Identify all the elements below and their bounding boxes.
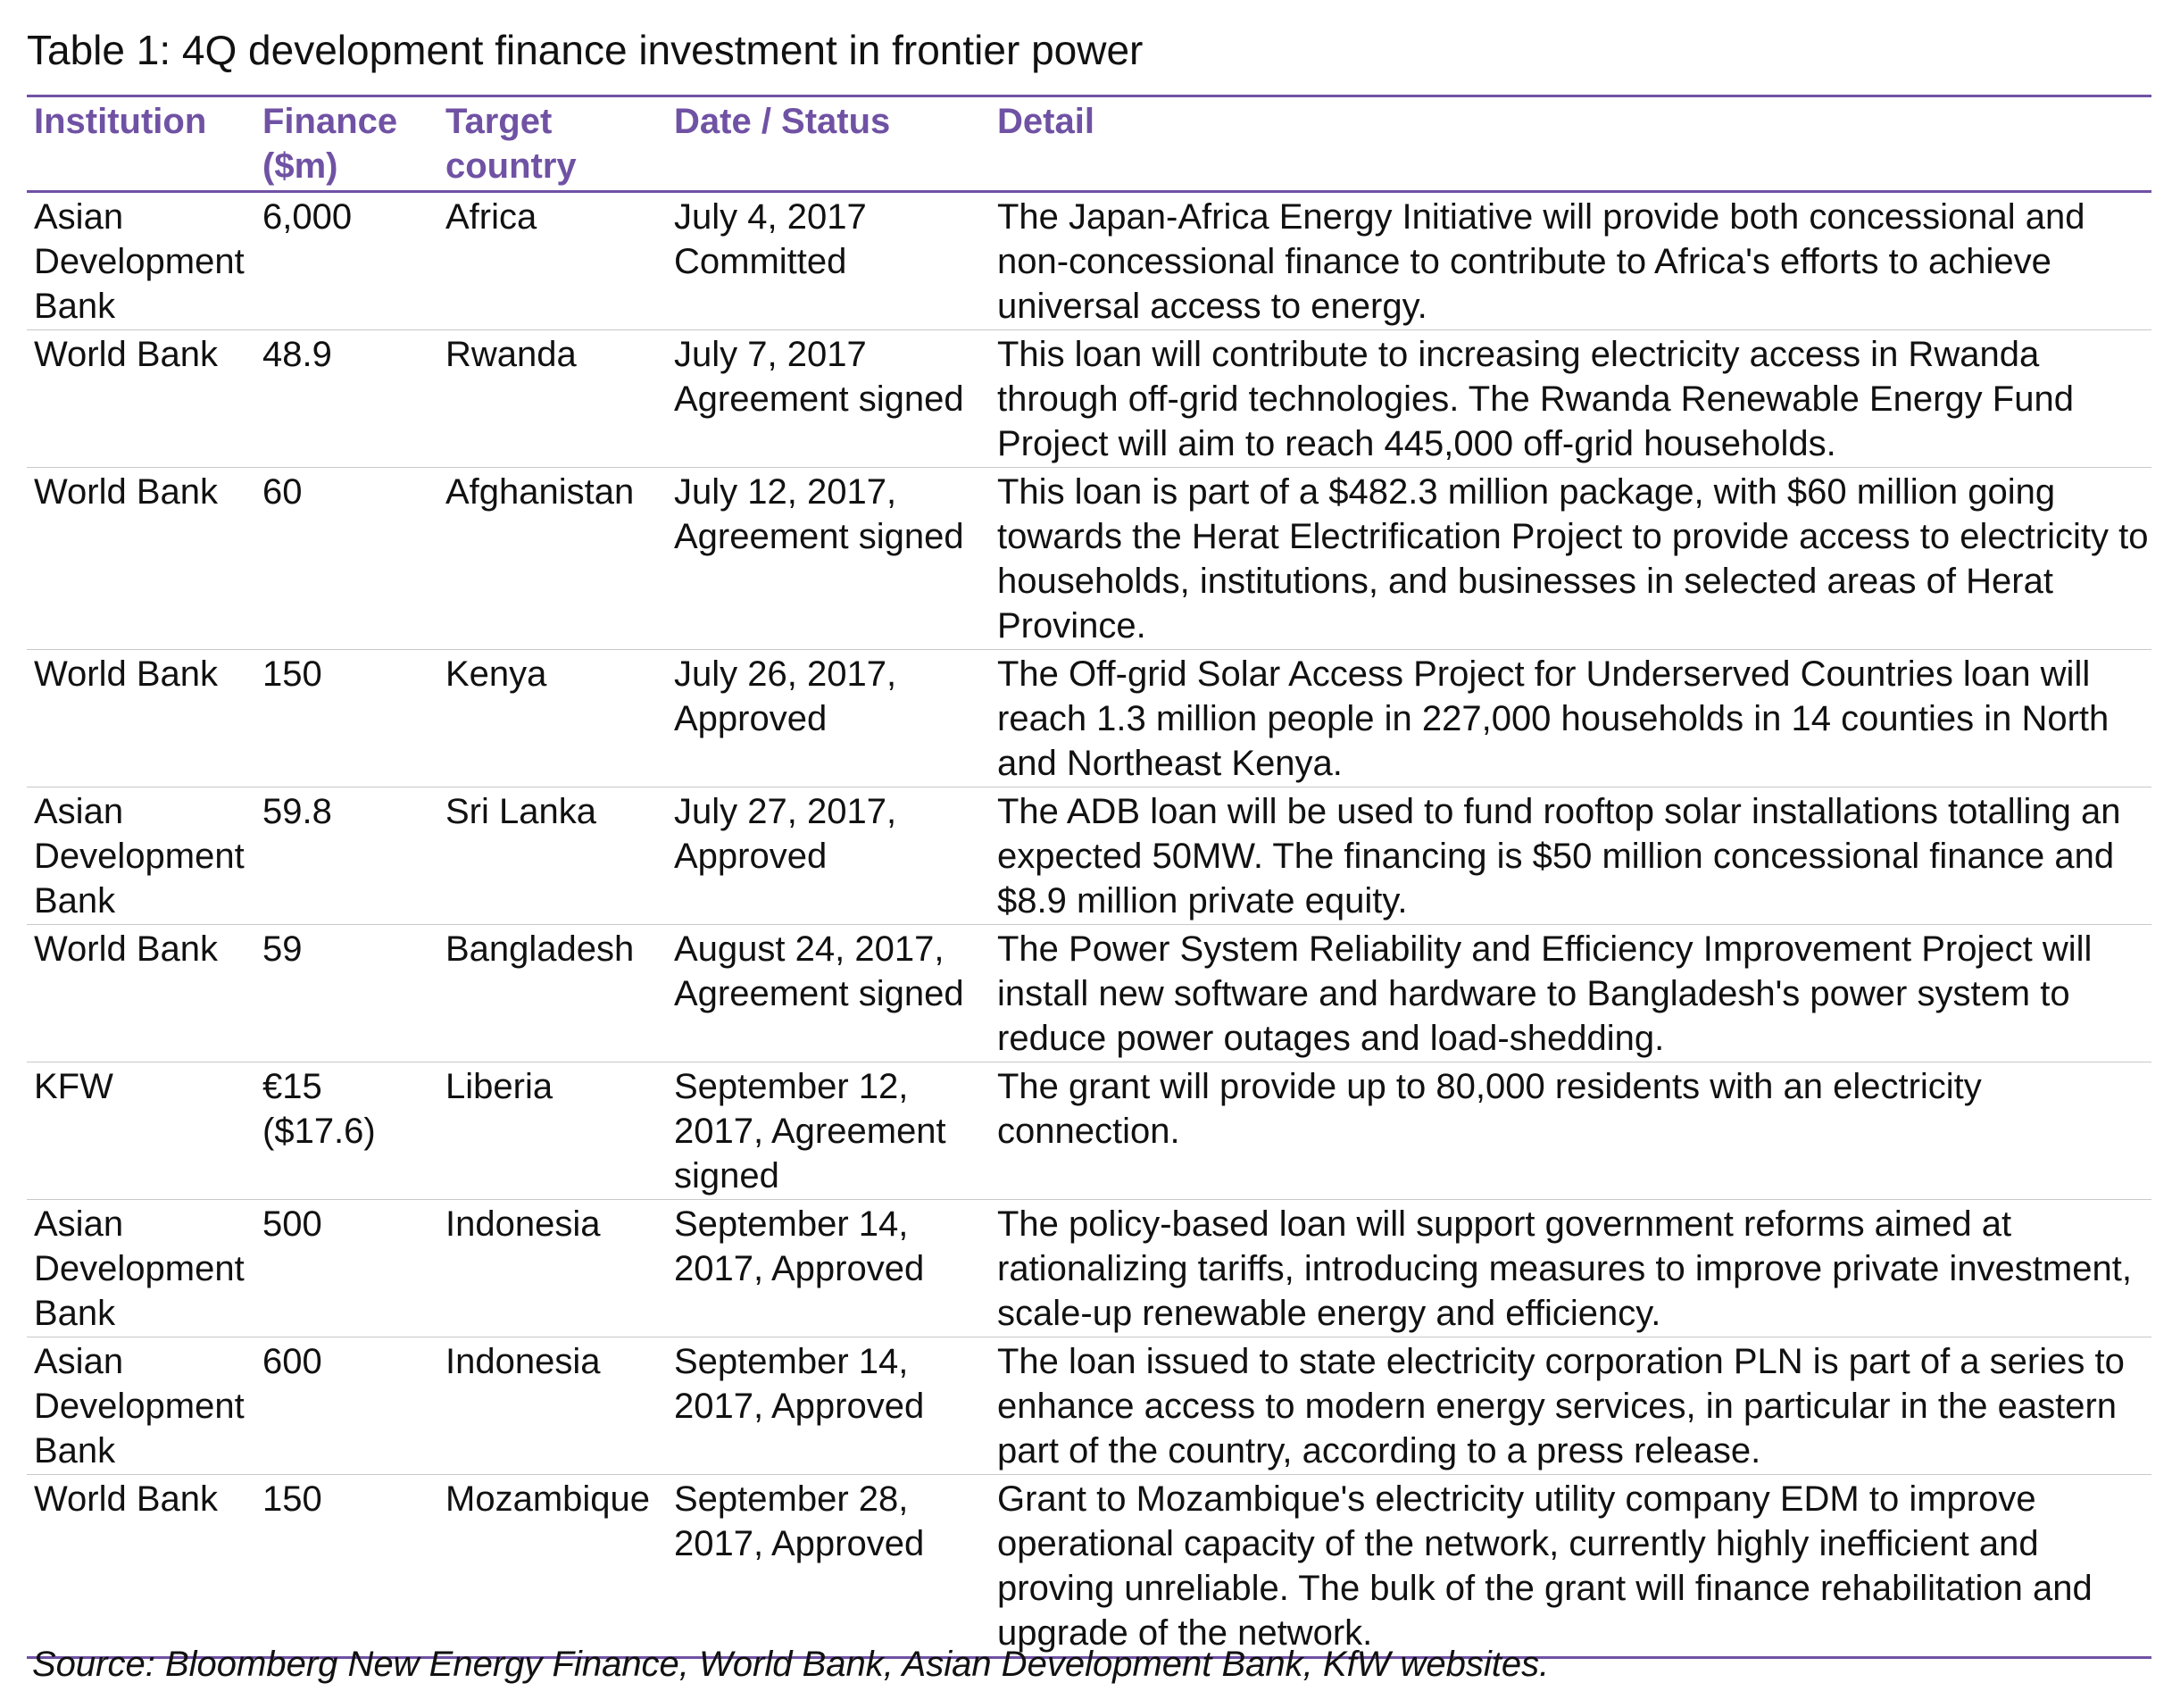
header-target-country: Target country bbox=[438, 96, 667, 192]
cell-finance: 59 bbox=[255, 925, 438, 1062]
cell-date-status: August 24, 2017, Agreement signed bbox=[667, 925, 990, 1062]
cell-institution: World Bank bbox=[27, 468, 255, 650]
cell-finance: €15 ($17.6) bbox=[255, 1062, 438, 1200]
cell-detail: The Off-grid Solar Access Project for Underserved Countries loan will reach 1.3 million people in 227,000 households in 14 counties in North and Northeast Kenya. bbox=[990, 650, 2151, 787]
table-row bbox=[27, 1200, 2151, 1337]
source-note: Source: Bloomberg New Energy Finance, World Bank, Asian Development Bank, KfW websites. bbox=[32, 1645, 1550, 1684]
cell-date-status: July 7, 2017 Agreement signed bbox=[667, 330, 990, 468]
cell-institution: World Bank bbox=[27, 650, 255, 787]
cell-detail: The loan issued to state electricity corporation PLN is part of a series to enhance access to modern energy services, in particular in the eastern part of the country, according to a press release. bbox=[990, 1337, 2151, 1475]
table-title: Table 1: 4Q development finance investment in frontier power bbox=[27, 27, 1144, 73]
cell-country: Indonesia bbox=[438, 1337, 667, 1475]
cell-detail: The grant will provide up to 80,000 residents with an electricity connection. bbox=[990, 1062, 2151, 1200]
table-row bbox=[27, 330, 2151, 468]
cell-finance: 600 bbox=[255, 1337, 438, 1475]
cell-institution: Asian Development Bank bbox=[27, 1337, 255, 1475]
cell-date-status: September 14, 2017, Approved bbox=[667, 1200, 990, 1337]
cell-detail: The policy-based loan will support government reforms aimed at rationalizing tariffs, introducing measures to improve private investment, scale-up renewable energy and efficiency. bbox=[990, 1200, 2151, 1337]
cell-institution: Asian Development Bank bbox=[27, 787, 255, 925]
cell-institution: Asian Development Bank bbox=[27, 192, 255, 330]
table-row bbox=[27, 650, 2151, 787]
table-row bbox=[27, 1337, 2151, 1475]
table-row bbox=[27, 468, 2151, 650]
cell-detail: This loan will contribute to increasing electricity access in Rwanda through off-grid technologies. The Rwanda Renewable Energy Fund Project will aim to reach 445,000 off-grid households. bbox=[990, 330, 2151, 468]
cell-date-status: September 28, 2017, Approved bbox=[667, 1475, 990, 1658]
cell-country: Mozambique bbox=[438, 1475, 667, 1658]
table-row bbox=[27, 787, 2151, 925]
cell-finance: 6,000 bbox=[255, 192, 438, 330]
cell-date-status: September 12, 2017, Agreement signed bbox=[667, 1062, 990, 1200]
cell-country: Rwanda bbox=[438, 330, 667, 468]
header-row bbox=[27, 96, 2151, 192]
cell-date-status: July 26, 2017, Approved bbox=[667, 650, 990, 787]
cell-institution: World Bank bbox=[27, 1475, 255, 1658]
cell-institution: World Bank bbox=[27, 330, 255, 468]
table-row bbox=[27, 1475, 2151, 1658]
cell-finance: 150 bbox=[255, 1475, 438, 1658]
cell-finance: 150 bbox=[255, 650, 438, 787]
cell-date-status: July 4, 2017 Committed bbox=[667, 192, 990, 330]
finance-table bbox=[27, 95, 2151, 1659]
cell-country: Bangladesh bbox=[438, 925, 667, 1062]
cell-institution: World Bank bbox=[27, 925, 255, 1062]
header-detail: Detail bbox=[990, 96, 2151, 192]
cell-institution: Asian Development Bank bbox=[27, 1200, 255, 1337]
cell-finance: 500 bbox=[255, 1200, 438, 1337]
cell-date-status: September 14, 2017, Approved bbox=[667, 1337, 990, 1475]
cell-detail: The Power System Reliability and Efficiency Improvement Project will install new software and hardware to Bangladesh's power system to reduce power outages and load-shedding. bbox=[990, 925, 2151, 1062]
cell-finance: 48.9 bbox=[255, 330, 438, 468]
cell-detail: This loan is part of a $482.3 million package, with $60 million going towards the Herat Electrification Project to provide access to electricity to households, institutions, and businesses in selected areas of Herat Province. bbox=[990, 468, 2151, 650]
cell-country: Liberia bbox=[438, 1062, 667, 1200]
table-row bbox=[27, 192, 2151, 330]
cell-detail: The Japan-Africa Energy Initiative will provide both concessional and non-concessional finance to contribute to Africa's efforts to achieve universal access to energy. bbox=[990, 192, 2151, 330]
table-row bbox=[27, 1062, 2151, 1200]
header-date-status: Date / Status bbox=[667, 96, 990, 192]
cell-country: Indonesia bbox=[438, 1200, 667, 1337]
cell-detail: Grant to Mozambique's electricity utility company EDM to improve operational capacity of the network, currently highly inefficient and proving unreliable. The bulk of the grant will finance rehabilitation and upgrade of the network. bbox=[990, 1475, 2151, 1658]
cell-date-status: July 12, 2017, Agreement signed bbox=[667, 468, 990, 650]
cell-date-status: July 27, 2017, Approved bbox=[667, 787, 990, 925]
cell-country: Kenya bbox=[438, 650, 667, 787]
table-row bbox=[27, 925, 2151, 1062]
cell-country: Afghanistan bbox=[438, 468, 667, 650]
cell-country: Africa bbox=[438, 192, 667, 330]
header-finance: Finance ($m) bbox=[255, 96, 438, 192]
cell-detail: The ADB loan will be used to fund rooftop solar installations totalling an expected 50MW. The financing is $50 million concessional finance and $8.9 million private equity. bbox=[990, 787, 2151, 925]
cell-country: Sri Lanka bbox=[438, 787, 667, 925]
cell-finance: 60 bbox=[255, 468, 438, 650]
cell-finance: 59.8 bbox=[255, 787, 438, 925]
header-institution: Institution bbox=[27, 96, 255, 192]
cell-institution: KFW bbox=[27, 1062, 255, 1200]
